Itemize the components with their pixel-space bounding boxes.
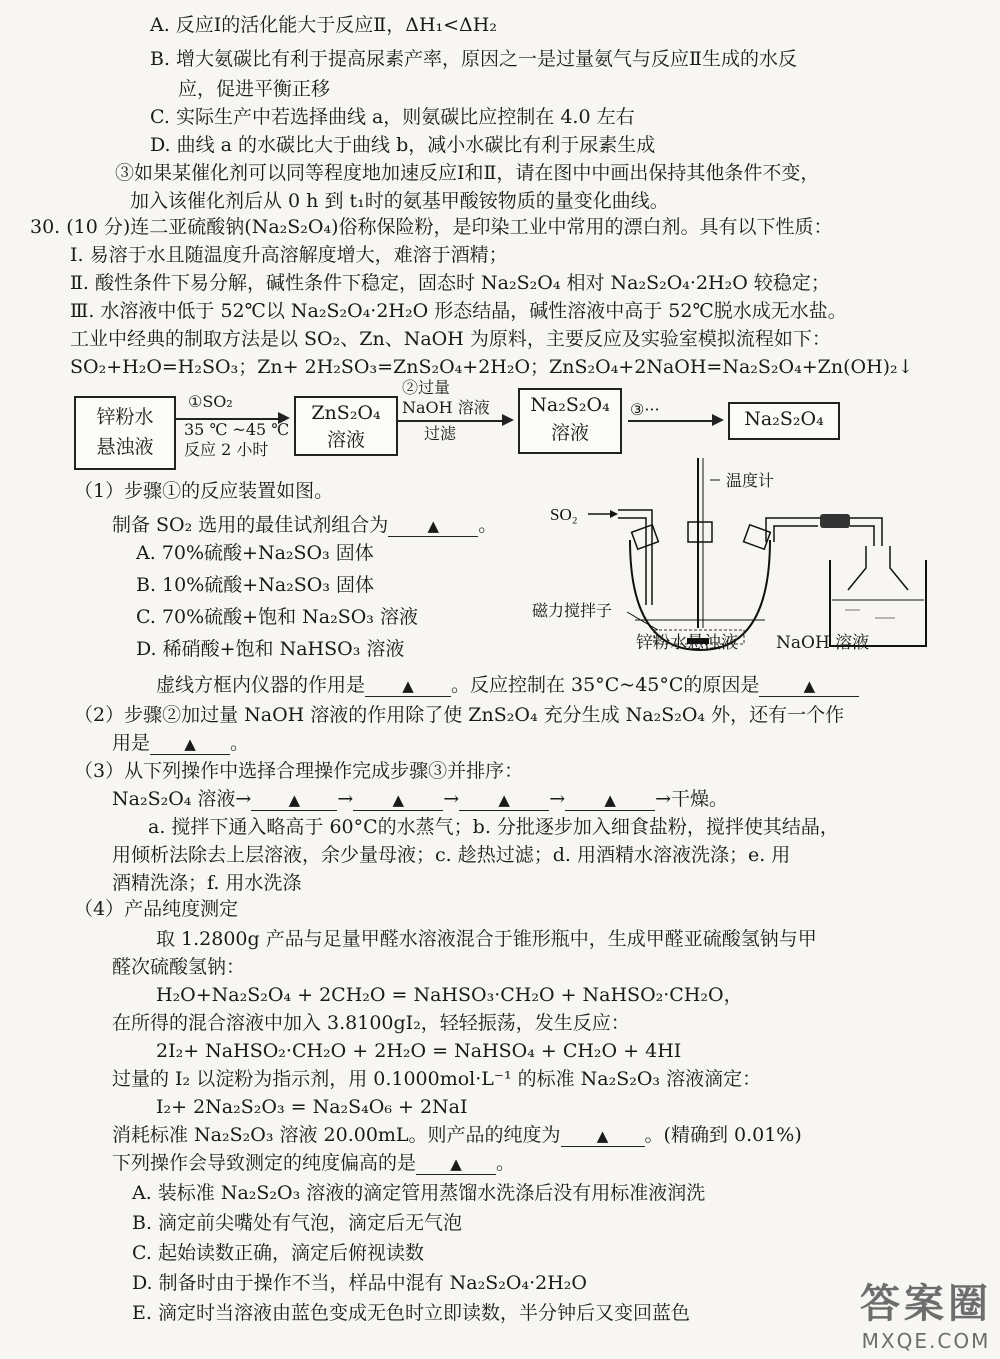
sequence-mark-3: ▲: [498, 791, 510, 809]
thermometer-label: 温度计: [726, 473, 775, 490]
so2-inlet-label: SO₂: [550, 505, 578, 524]
part4-equation-2: 2I₂+ NaHSO₂·CH₂O + 2H₂O = NaHSO₄ + CH₂O + 4HI: [156, 1040, 682, 1062]
answer-blank-1[interactable]: [388, 515, 478, 537]
part1-question-text: 制备 SO₂ 选用的最佳试剂组合为: [112, 514, 389, 536]
sequence-mark-1: ▲: [288, 791, 301, 809]
beaker-content-label: NaOH 溶液: [776, 633, 870, 653]
question-30-heading: 30. (10 分)连二亚硫酸钠(Na₂S₂O₄)俗称保险粉，是印染工业中常用的漂白剂。具有以下性质：: [30, 216, 833, 238]
error-question-text: 下列操作会导致测定的纯度偏高的是: [112, 1152, 417, 1174]
sequence-blank-2[interactable]: [353, 789, 443, 811]
reaction-equations: SO₂+H₂O=H₂SO₃；Zn+ 2H₂SO₃=ZnS₂O₄+2H₂O；ZnS₂O₄+2NaOH=Na₂S₂O₄+Zn(OH)₂↓: [70, 356, 914, 378]
purity-question-text: 消耗标准 Na₂S₂O₃ 溶液 20.00mL。则产品的纯度为: [112, 1124, 561, 1146]
option-b-line2: 应，促进平衡正移: [178, 78, 331, 100]
part1-option-b: B. 10%硫酸+Na₂SO₃ 固体: [136, 574, 375, 596]
part2-line2: 用是 ▲ 。: [112, 732, 250, 754]
part1-option-a: A. 70%硫酸+Na₂SO₃ 固体: [136, 542, 374, 564]
part2-line1: （2）步骤②加过量 NaOH 溶液的作用除了使 ZnS₂O₄ 充分生成 Na₂S₂O₄ 外，还有一个作: [74, 704, 845, 726]
apparatus-role-question: 虚线方框内仪器的作用是: [156, 674, 366, 696]
answer-mark-1: ▲: [427, 517, 440, 535]
part4-option-d: D. 制备时由于操作不当，样品中混有 Na₂S₂O₄·2H₂O: [132, 1272, 587, 1294]
site-logo-url: MXQE.COM: [861, 1329, 991, 1353]
flow-arrow-3: [628, 420, 712, 422]
site-logo: [860, 1272, 992, 1353]
part2-line2-text: 用是: [112, 732, 151, 754]
sequence-end: →干燥。: [655, 788, 729, 810]
property-2: Ⅱ. 酸性条件下易分解，碱性条件下稳定，固态时 Na₂S₂O₄ 相对 Na₂S₂O₄·2H₂O 较稳定；: [70, 272, 830, 294]
inverted-funnel: [848, 546, 908, 590]
part4-line3: 在所得的混合溶液中加入 3.8100gI₂，轻轻振荡，发生反应：: [112, 1012, 630, 1034]
step2-filter: 过滤: [424, 424, 457, 443]
sequence-blank-3[interactable]: [459, 789, 549, 811]
step1-reagent: ①SO₂: [188, 392, 233, 411]
part4-line2: 醛次硫酸氢钠：: [112, 956, 246, 978]
flask-neck-left: [632, 525, 659, 549]
flask-content-label: 锌粉水悬浊液: [636, 633, 738, 653]
step2-naoh: NaOH 溶液: [402, 398, 490, 417]
sequence-blank-1[interactable]: [251, 789, 337, 811]
reaction-apparatus: [530, 450, 930, 660]
part4-equation-1: H₂O+Na₂S₂O₄ + 2CH₂O = NaHSO₃·CH₂O + NaHSO₂·CH₂O，: [156, 984, 743, 1006]
part4-line4: 过量的 I₂ 以淀粉为指示剂，用 0.1000mol·L⁻¹ 的标准 Na₂S₂O₃ 溶液滴定：: [112, 1068, 762, 1090]
part3-options-line1: a. 搅拌下通入略高于 60°C的水蒸气；b. 分批逐步加入细食盐粉，搅拌使其结晶，: [148, 816, 839, 838]
gas-outlet-tube: [766, 518, 820, 542]
option-d: D. 曲线 a 的水碳比大于曲线 b，减小水碳比有利于尿素生成: [150, 134, 656, 156]
step1-time: 反应 2 小时: [184, 440, 269, 459]
sequence-mark-4: ▲: [604, 791, 616, 809]
purity-precision-note: 。(精确到 0.01%): [644, 1124, 802, 1146]
answer-mark-purity: ▲: [596, 1127, 609, 1145]
answer-mark-error: ▲: [450, 1155, 462, 1173]
answer-blank-error[interactable]: [416, 1153, 496, 1175]
flow-box-na2s2o4-solution: [518, 388, 622, 454]
part4-option-e: E. 滴定时当溶液由蓝色变成无色时立即读数，半分钟后又变回蓝色: [132, 1302, 690, 1324]
flow-box-na2s2o4-line2: 溶液: [550, 422, 589, 444]
part3-sequence: Na₂S₂O₄ 溶液→ ▲ → ▲ → ▲ → ▲ →干燥。: [112, 788, 729, 810]
flow-box-zinc-line1: 锌粉水: [96, 406, 154, 428]
step2-excess: ②过量: [402, 378, 451, 397]
flow-box-zns2o4: [294, 396, 398, 456]
flow-box-zinc-suspension: [74, 396, 176, 470]
site-logo-text: 答案圈: [860, 1280, 992, 1327]
part1-apparatus-question: [156, 672, 859, 698]
part3-options-line2: 用倾析法除去上层溶液，余少量母液；c. 趁热过滤；d. 用酒精水溶液洗涤；e. 用: [112, 844, 791, 866]
part1-option-d: D. 稀硝酸+饱和 NaHSO₃ 溶液: [136, 638, 405, 660]
answer-blank-purity[interactable]: [561, 1125, 645, 1147]
option-b-line1: B. 增大氨碳比有利于提高尿素产率，原因之一是过量氨气与反应Ⅱ生成的水反: [150, 48, 797, 70]
part1-option-c: C. 70%硫酸+饱和 Na₂SO₃ 溶液: [136, 606, 418, 628]
method-intro: 工业中经典的制取方法是以 SO₂、Zn、NaOH 为原料，主要反应及实验室模拟流程如下：: [70, 328, 831, 350]
answer-mark-3: ▲: [803, 677, 816, 695]
stirrer-label: 磁力搅拌子: [532, 603, 613, 620]
part4-option-a: A. 装标准 Na₂S₂O₃ 溶液的滴定管用蒸馏水洗涤后没有用标准液润洗: [132, 1182, 706, 1204]
answer-blank-4[interactable]: [150, 733, 230, 755]
part4-option-c: C. 起始读数正确，滴定后俯视读数: [132, 1242, 424, 1264]
so2-arrowhead: [610, 510, 618, 518]
part1-question: 制备 SO₂ 选用的最佳试剂组合为 ▲ 。: [112, 514, 498, 536]
flask-neck-center: [688, 522, 712, 542]
answer-mark-4: ▲: [184, 735, 196, 753]
part3-title: （3）从下列操作中选择合理操作完成步骤③并排序：: [74, 760, 524, 782]
part3-options-line3: 酒精洗涤；f. 用水洗涤: [112, 872, 302, 894]
property-3: Ⅲ. 水溶液中低于 52℃以 Na₂S₂O₄·2H₂O 形态结晶，碱性溶液中高于 52℃脱水成无水盐。: [70, 300, 847, 322]
flow-box-zns2o4-line1: ZnS₂O₄: [311, 402, 381, 424]
part4-line1: 取 1.2800g 产品与足量甲醛水溶液混合于锥形瓶中，生成甲醛亚硫酸氢钠与甲: [156, 928, 817, 950]
temperature-reason-question: 。反应控制在 35°C~45°C的原因是: [451, 674, 760, 696]
flow-box-product-label: Na₂S₂O₄: [744, 408, 824, 430]
part4-option-b: B. 滴定前尖嘴处有气泡，滴定后无气泡: [132, 1212, 463, 1234]
option-a: A. 反应Ⅰ的活化能大于反应Ⅱ，ΔH₁<ΔH₂: [150, 14, 497, 36]
flow-box-product: [728, 402, 840, 440]
part1-title: （1）步骤①的反应装置如图。: [74, 480, 334, 502]
rubber-connector: [820, 514, 850, 528]
flow-arrowhead-3: [712, 414, 724, 426]
part4-title: （4）产品纯度测定: [74, 898, 239, 920]
property-1: Ⅰ. 易溶于水且随温度升高溶解度增大，难溶于酒精；: [70, 244, 508, 266]
flow-arrow-2: [398, 420, 502, 422]
flow-arrowhead-2: [502, 414, 514, 426]
sequence-mark-2: ▲: [392, 791, 405, 809]
subquestion-3-line2: 加入该催化剂后从 0 h 到 t₁时的氨基甲酸铵物质的量变化曲线。: [130, 190, 669, 212]
sequence-blank-4[interactable]: [565, 789, 655, 811]
option-c: C. 实际生产中若选择曲线 a，则氨碳比应控制在 4.0 左右: [150, 106, 635, 128]
outlet-tube-down: [850, 518, 882, 546]
step3-label: ③···: [630, 400, 660, 419]
step1-temp: 35 ℃ ~45 ℃: [184, 420, 290, 439]
answer-blank-2[interactable]: [365, 675, 451, 697]
flow-box-zns2o4-line2: 溶液: [326, 429, 365, 451]
part4-error-question: 下列操作会导致测定的纯度偏高的是 ▲ 。: [112, 1152, 516, 1174]
subquestion-3-line1: ③如果某催化剂可以同等程度地加速反应Ⅰ和Ⅱ，请在图中中画出保持其他条件不变，: [115, 162, 820, 184]
answer-mark-2: ▲: [402, 677, 414, 695]
flow-box-na2s2o4-line1: Na₂S₂O₄: [530, 394, 610, 416]
flow-box-zinc-line2: 悬浊液: [96, 436, 154, 458]
part4-purity-question: [112, 1122, 802, 1148]
part4-equation-3: I₂+ 2Na₂S₂O₃ = Na₂S₄O₆ + 2NaI: [156, 1096, 468, 1118]
sequence-start: Na₂S₂O₄ 溶液→: [112, 788, 252, 810]
answer-blank-3[interactable]: [759, 675, 859, 697]
